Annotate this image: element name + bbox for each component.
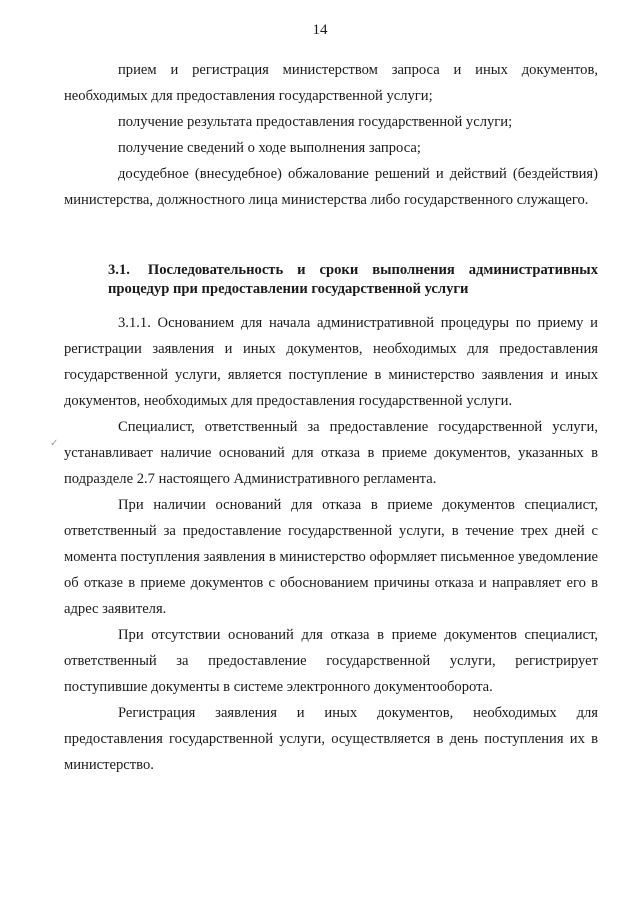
scan-artifact: ✓ — [50, 438, 59, 449]
section-title: Последовательность и сроки выполнения административных процедур при предоставлении государственной услуги — [108, 262, 598, 297]
list-item: получение сведений о ходе выполнения запроса; — [118, 140, 421, 156]
section-body — [64, 310, 598, 778]
section-number: 3.1. — [108, 262, 130, 278]
paragraph: 3.1.1. Основанием для начала административной процедуры по приему и регистрации заявления и иных документов, необходимых для предоставления государственной услуги, является поступление в министерство заявления и иных документов, необходимых для предоставления государственной услуги. — [64, 315, 598, 409]
paragraph: Специалист, ответственный за предоставление государственной услуги, устанавливает наличие оснований для отказа в приеме документов, указанных в подразделе 2.7 настоящего Административного регламента. — [64, 419, 598, 487]
paragraph: При отсутствии оснований для отказа в приеме документов специалист, ответственный за предоставление государственной услуги, регистрирует поступившие документы в системе электронного документооборота. — [64, 627, 598, 695]
procedure-list — [64, 57, 598, 213]
paragraph: Регистрация заявления и иных документов, необходимых для предоставления государственной услуги, осуществляется в день поступления их в министерство. — [64, 705, 598, 773]
page-number: 14 — [312, 22, 328, 38]
list-item: получение результата предоставления государственной услуги; — [118, 114, 513, 130]
paragraph: При наличии оснований для отказа в приеме документов специалист, ответственный за предоставление государственной услуги, в течение трех дней с момента поступления заявления в министерство оформляет письменное уведомление об отказе в приеме документов с обоснованием причины отказа и направляет его в адрес заявителя. — [64, 497, 598, 617]
list-item: прием и регистрация министерством запроса и иных документов, необходимых для предоставления государственной услуги; — [64, 62, 598, 104]
list-item: досудебное (внесудебное) обжалование решений и действий (бездействия) министерства, должностного лица министерства либо государственного служащего. — [64, 166, 598, 208]
section-heading — [108, 261, 598, 299]
